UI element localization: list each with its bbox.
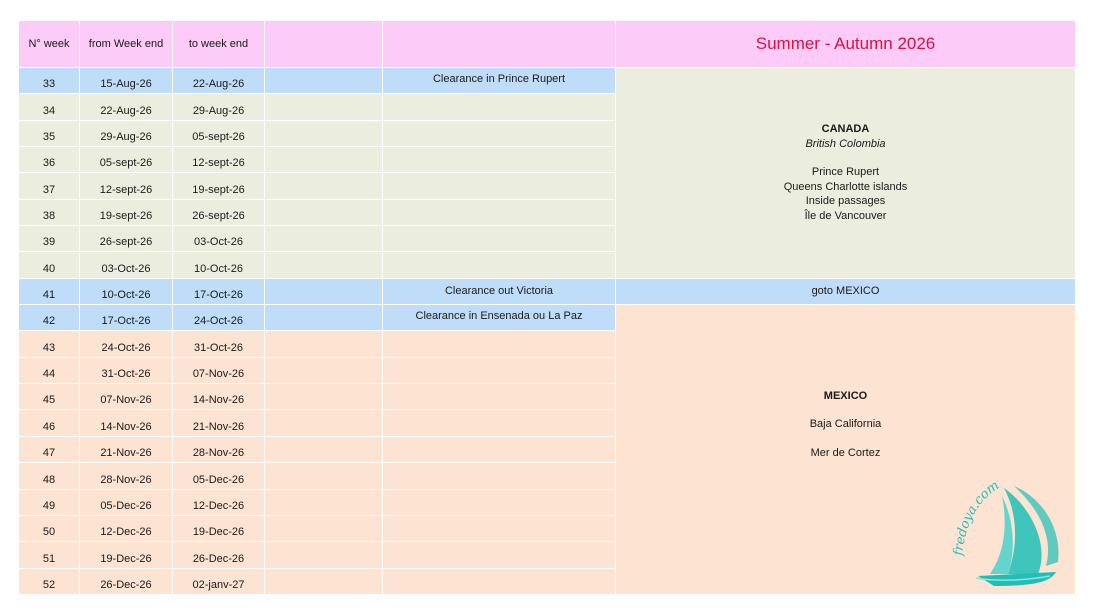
blank-cell <box>265 68 383 94</box>
fredoya-sailboat-logo <box>938 466 1068 588</box>
to-date-cell: 29-Aug-26 <box>173 94 265 120</box>
week-number-cell: 46 <box>19 410 80 436</box>
blank-cell <box>265 331 383 357</box>
schedule-table <box>19 21 1076 595</box>
week-number-cell: 38 <box>19 200 80 226</box>
blank-cell <box>383 542 616 568</box>
blank-cell <box>265 463 383 489</box>
to-date-cell: 26-sept-26 <box>173 200 265 226</box>
logo-text: fredoya.com <box>951 478 1003 557</box>
page-title: Summer - Autumn 2026 <box>616 21 1076 68</box>
blank-cell <box>383 121 616 147</box>
week-number-cell: 43 <box>19 331 80 357</box>
to-date-cell: 12-sept-26 <box>173 147 265 173</box>
blank-cell <box>383 358 616 384</box>
to-date-cell: 03-Oct-26 <box>173 226 265 252</box>
region-canada-place: Île de Vancouver <box>804 209 887 222</box>
region-mexico-place: Mer de Cortez <box>810 446 881 459</box>
region-canada-province: British Colombia <box>805 137 886 150</box>
header-from-week-end: from Week end <box>80 21 173 68</box>
blank-cell <box>265 121 383 147</box>
blank-cell <box>383 200 616 226</box>
to-date-cell: 19-Dec-26 <box>173 516 265 542</box>
week-number-cell: 37 <box>19 173 80 199</box>
from-date-cell: 07-Nov-26 <box>80 384 173 410</box>
to-date-cell: 02-janv-27 <box>173 569 265 595</box>
from-date-cell: 22-Aug-26 <box>80 94 173 120</box>
blank-cell <box>383 226 616 252</box>
to-date-cell: 05-Dec-26 <box>173 463 265 489</box>
week-number-cell: 44 <box>19 358 80 384</box>
from-date-cell: 12-Dec-26 <box>80 516 173 542</box>
from-date-cell: 19-sept-26 <box>80 200 173 226</box>
from-date-cell: 31-Oct-26 <box>80 358 173 384</box>
week-number-cell: 47 <box>19 437 80 463</box>
from-date-cell: 17-Oct-26 <box>80 305 173 331</box>
week-number-cell: 51 <box>19 542 80 568</box>
to-date-cell: 05-sept-26 <box>173 121 265 147</box>
note-clearance-out-victoria: Clearance out Victoria <box>383 279 616 305</box>
blank-cell <box>265 410 383 436</box>
from-date-cell: 05-Dec-26 <box>80 490 173 516</box>
region-mexico-country: MEXICO <box>823 389 868 402</box>
note-clearance-in-prince-rupert: Clearance in Prince Rupert <box>383 68 616 94</box>
blank-cell <box>265 516 383 542</box>
to-date-cell: 24-Oct-26 <box>173 305 265 331</box>
blank-cell <box>265 358 383 384</box>
blank-cell <box>265 200 383 226</box>
region-canada <box>616 68 1076 279</box>
header-week-number: N° week <box>19 21 80 68</box>
note-goto-mexico: goto MEXICO <box>616 279 1076 305</box>
to-date-cell: 22-Aug-26 <box>173 68 265 94</box>
from-date-cell: 12-sept-26 <box>80 173 173 199</box>
blank-cell <box>383 384 616 410</box>
header-blank-column-4 <box>265 21 383 68</box>
week-number-cell: 35 <box>19 121 80 147</box>
week-number-cell: 41 <box>19 279 80 305</box>
from-date-cell: 19-Dec-26 <box>80 542 173 568</box>
from-date-cell: 26-sept-26 <box>80 226 173 252</box>
week-number-cell: 50 <box>19 516 80 542</box>
blank-cell <box>265 279 383 305</box>
week-number-cell: 36 <box>19 147 80 173</box>
header-to-week-end: to week end <box>173 21 265 68</box>
blank-cell <box>383 252 616 278</box>
week-number-cell: 39 <box>19 226 80 252</box>
blank-cell <box>265 542 383 568</box>
to-date-cell: 10-Oct-26 <box>173 252 265 278</box>
to-date-cell: 19-sept-26 <box>173 173 265 199</box>
region-canada-place: Prince Rupert <box>811 166 880 179</box>
to-date-cell: 26-Dec-26 <box>173 542 265 568</box>
to-date-cell: 12-Dec-26 <box>173 490 265 516</box>
note-clearance-in-ensenada: Clearance in Ensenada ou La Paz <box>383 305 616 331</box>
to-date-cell: 17-Oct-26 <box>173 279 265 305</box>
from-date-cell: 03-Oct-26 <box>80 252 173 278</box>
blank-cell <box>265 305 383 331</box>
blank-cell <box>383 490 616 516</box>
blank-cell <box>265 226 383 252</box>
blank-cell <box>265 384 383 410</box>
region-canada-place: Queens Charlotte islands <box>783 180 908 193</box>
from-date-cell: 28-Nov-26 <box>80 463 173 489</box>
svg-text:fredoya.com <box>951 478 1002 557</box>
to-date-cell: 14-Nov-26 <box>173 384 265 410</box>
blank-cell <box>383 569 616 595</box>
blank-cell <box>265 569 383 595</box>
from-date-cell: 26-Dec-26 <box>80 569 173 595</box>
blank-cell <box>265 147 383 173</box>
blank-cell <box>383 437 616 463</box>
blank-cell <box>265 437 383 463</box>
blank-cell <box>383 410 616 436</box>
blank-cell <box>383 463 616 489</box>
from-date-cell: 15-Aug-26 <box>80 68 173 94</box>
blank-cell <box>383 173 616 199</box>
blank-cell <box>265 173 383 199</box>
region-mexico-place: Baja California <box>809 418 882 431</box>
week-number-cell: 49 <box>19 490 80 516</box>
blank-cell <box>383 94 616 120</box>
to-date-cell: 21-Nov-26 <box>173 410 265 436</box>
week-number-cell: 34 <box>19 94 80 120</box>
blank-cell <box>383 147 616 173</box>
week-number-cell: 48 <box>19 463 80 489</box>
from-date-cell: 29-Aug-26 <box>80 121 173 147</box>
region-canada-place: Inside passages <box>805 195 886 208</box>
from-date-cell: 05-sept-26 <box>80 147 173 173</box>
to-date-cell: 31-Oct-26 <box>173 331 265 357</box>
region-canada-country: CANADA <box>821 123 870 136</box>
week-number-cell: 40 <box>19 252 80 278</box>
blank-cell <box>265 94 383 120</box>
from-date-cell: 10-Oct-26 <box>80 279 173 305</box>
header-blank-column-5 <box>383 21 616 68</box>
week-number-cell: 52 <box>19 569 80 595</box>
week-number-cell: 42 <box>19 305 80 331</box>
week-number-cell: 33 <box>19 68 80 94</box>
from-date-cell: 24-Oct-26 <box>80 331 173 357</box>
to-date-cell: 28-Nov-26 <box>173 437 265 463</box>
blank-cell <box>265 252 383 278</box>
from-date-cell: 21-Nov-26 <box>80 437 173 463</box>
blank-cell <box>383 331 616 357</box>
to-date-cell: 07-Nov-26 <box>173 358 265 384</box>
blank-cell <box>265 490 383 516</box>
from-date-cell: 14-Nov-26 <box>80 410 173 436</box>
blank-cell <box>383 516 616 542</box>
week-number-cell: 45 <box>19 384 80 410</box>
